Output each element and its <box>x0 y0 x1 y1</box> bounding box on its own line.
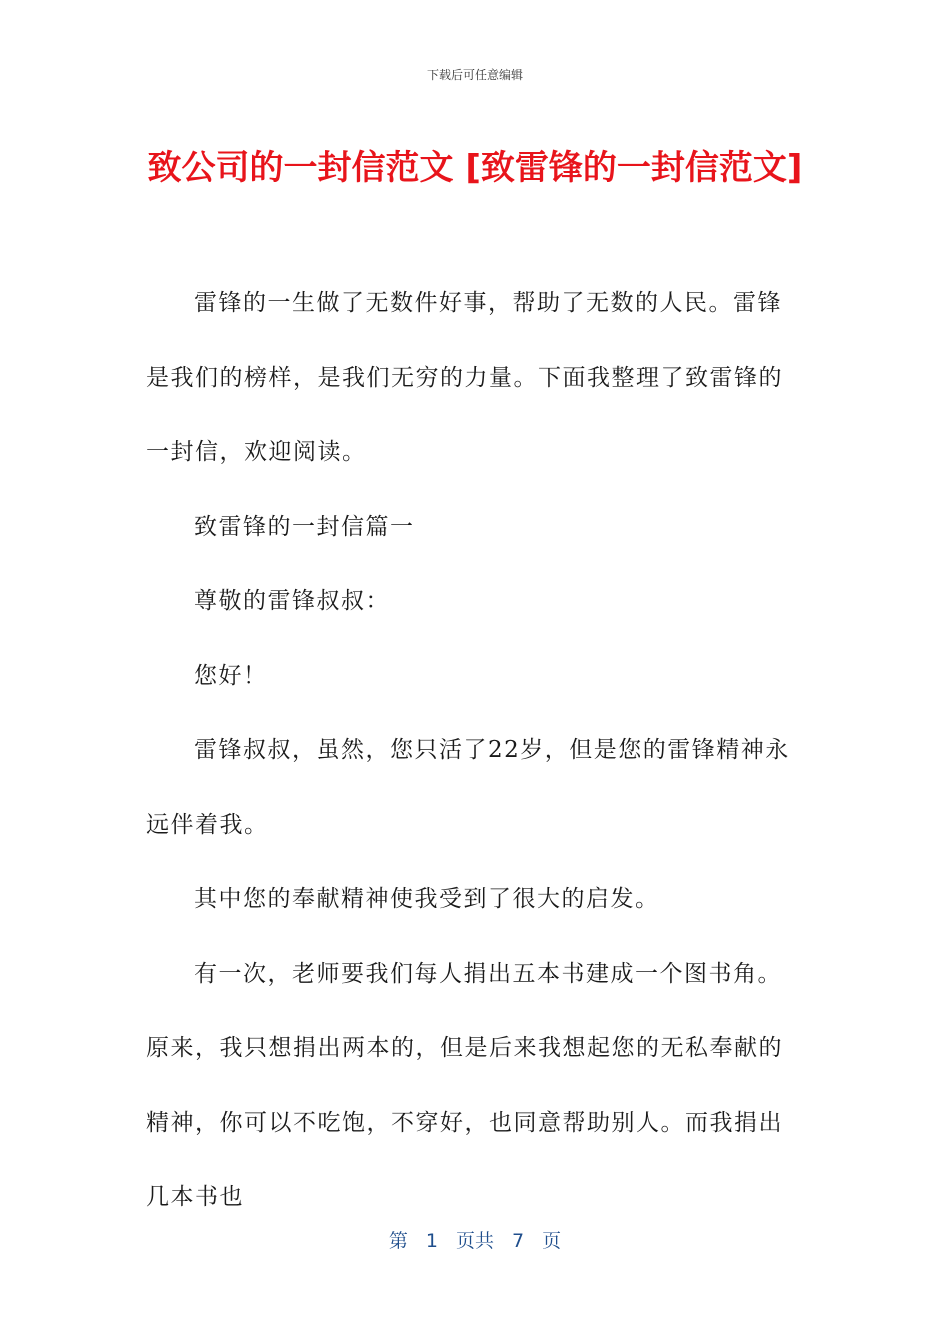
footer-suffix: 页 <box>542 1230 562 1252</box>
paragraph-section-heading: 致雷锋的一封信篇一 <box>194 513 415 540</box>
paragraph-body-2: 其中您的奉献精神使我受到了很大的启发。 <box>194 886 660 912</box>
document-body <box>146 266 806 1235</box>
footer-prefix: 第 <box>388 1230 408 1252</box>
paragraph-body-3: 有一次，老师要我们每人捐出五本书建成一个图书角。原来，我只想捐出两本的，但是后来我想起您的无私奉献的精神，你可以不吃饱，不穿好，也同意帮助别人。而我捐出几本书也 <box>146 960 783 1210</box>
paragraph-intro: 雷锋的一生做了无数件好事，帮助了无数的人民。雷锋是我们的榜样，是我们无穷的力量。下面我整理了致雷锋的一封信，欢迎阅读。 <box>146 290 783 465</box>
footer-total-pages: 7 <box>512 1230 525 1252</box>
header-note: 下载后可任意编辑 <box>426 68 523 82</box>
document-title: 致公司的一封信范文 [致雷锋的一封信范文] <box>147 148 803 188</box>
footer-middle: 页共 <box>455 1230 494 1252</box>
paragraph-salutation: 尊敬的雷锋叔叔： <box>194 588 390 614</box>
paragraph-body-1: 雷锋叔叔，虽然，您只活了22岁，但是您的雷锋精神永远伴着我。 <box>146 737 790 838</box>
footer-current-page: 1 <box>425 1230 438 1252</box>
paragraph-greeting: 您好！ <box>194 662 268 689</box>
page-footer <box>0 1226 950 1253</box>
